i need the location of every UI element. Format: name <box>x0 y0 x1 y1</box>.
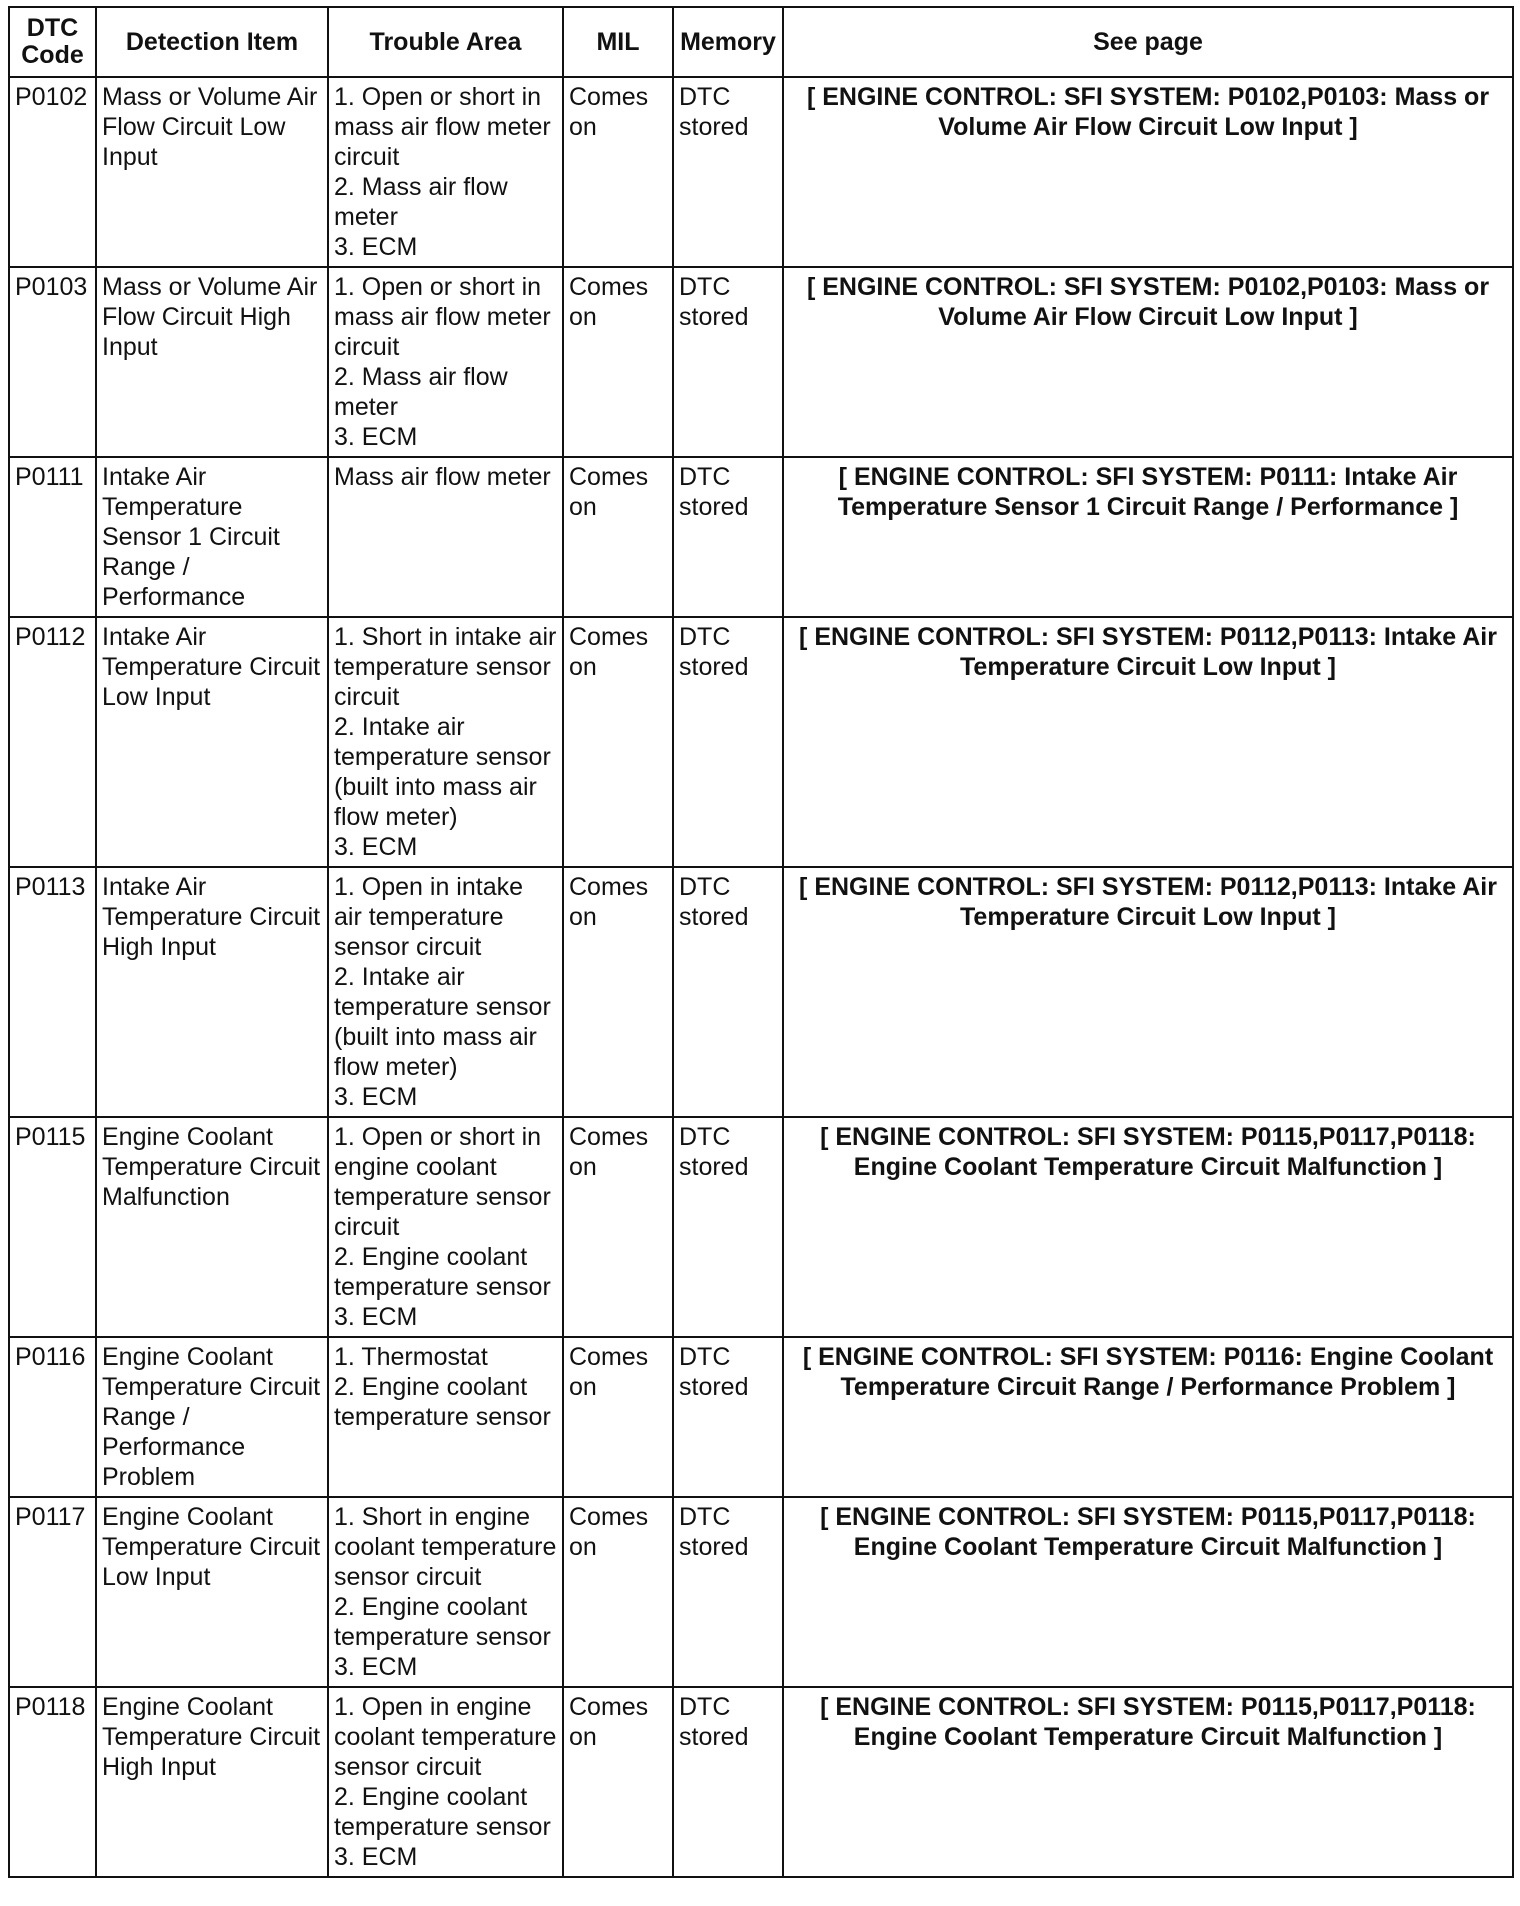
see-page-link[interactable]: [ ENGINE CONTROL: SFI SYSTEM: P0102,P0103: Mass or Volume Air Flow Circuit Low Input ] <box>806 273 1490 331</box>
header-memory: Memory <box>673 7 783 77</box>
table-row <box>9 1117 1513 1337</box>
table-row <box>9 1337 1513 1497</box>
cell-dtc-code: P0113 <box>9 867 96 1117</box>
cell-trouble-area <box>328 1117 563 1337</box>
cell-trouble-area <box>328 867 563 1117</box>
trouble-area-line: 1. Short in engine coolant temperature sensor circuit <box>334 1503 557 1591</box>
cell-mil: Comes on <box>563 457 673 617</box>
trouble-area-line: Mass air flow meter <box>334 463 551 491</box>
cell-see-page <box>783 77 1513 267</box>
cell-memory: DTC stored <box>673 1497 783 1687</box>
trouble-area-line: 2. Mass air flow meter <box>334 363 508 421</box>
trouble-area-line: 2. Engine coolant temperature sensor <box>334 1783 551 1841</box>
dtc-table-container <box>8 6 1512 1878</box>
trouble-area-line: 1. Open or short in engine coolant temperature sensor circuit <box>334 1123 551 1241</box>
cell-dtc-code: P0112 <box>9 617 96 867</box>
cell-dtc-code: P0102 <box>9 77 96 267</box>
cell-memory: DTC stored <box>673 867 783 1117</box>
table-row <box>9 457 1513 617</box>
cell-dtc-code: P0118 <box>9 1687 96 1877</box>
cell-mil: Comes on <box>563 267 673 457</box>
table-row <box>9 1687 1513 1877</box>
see-page-link[interactable]: [ ENGINE CONTROL: SFI SYSTEM: P0115,P0117,P0118: Engine Coolant Temperature Circuit Malfunction ] <box>820 1503 1476 1561</box>
table-header-row <box>9 7 1513 77</box>
cell-trouble-area <box>328 1497 563 1687</box>
trouble-area-line: 2. Intake air temperature sensor (built into mass air flow meter) <box>334 713 551 831</box>
cell-see-page <box>783 267 1513 457</box>
cell-mil: Comes on <box>563 617 673 867</box>
cell-detection-item: Intake Air Temperature Sensor 1 Circuit Range / Performance <box>96 457 328 617</box>
dtc-table <box>8 6 1514 1878</box>
cell-detection-item: Engine Coolant Temperature Circuit Low Input <box>96 1497 328 1687</box>
see-page-link[interactable]: [ ENGINE CONTROL: SFI SYSTEM: P0115,P0117,P0118: Engine Coolant Temperature Circuit Malfunction ] <box>820 1693 1476 1751</box>
cell-trouble-area <box>328 457 563 617</box>
see-page-link[interactable]: [ ENGINE CONTROL: SFI SYSTEM: P0102,P0103: Mass or Volume Air Flow Circuit Low Input ] <box>806 83 1490 141</box>
cell-memory: DTC stored <box>673 1117 783 1337</box>
cell-trouble-area <box>328 1337 563 1497</box>
cell-see-page <box>783 457 1513 617</box>
cell-dtc-code: P0115 <box>9 1117 96 1337</box>
trouble-area-line: 2. Engine coolant temperature sensor <box>334 1243 551 1301</box>
cell-dtc-code: P0116 <box>9 1337 96 1497</box>
trouble-area-line: 2. Engine coolant temperature sensor <box>334 1593 551 1651</box>
cell-trouble-area <box>328 617 563 867</box>
table-body <box>9 77 1513 1877</box>
table-row <box>9 617 1513 867</box>
trouble-area-line: 3. ECM <box>334 1653 418 1681</box>
cell-see-page <box>783 617 1513 867</box>
see-page-link[interactable]: [ ENGINE CONTROL: SFI SYSTEM: P0115,P0117,P0118: Engine Coolant Temperature Circuit Malfunction ] <box>820 1123 1476 1181</box>
trouble-area-line: 1. Short in intake air temperature sensor circuit <box>334 623 557 711</box>
cell-mil: Comes on <box>563 1687 673 1877</box>
cell-memory: DTC stored <box>673 77 783 267</box>
header-dtc-code: DTC Code <box>9 7 96 77</box>
cell-memory: DTC stored <box>673 267 783 457</box>
cell-see-page <box>783 1117 1513 1337</box>
cell-detection-item: Mass or Volume Air Flow Circuit High Input <box>96 267 328 457</box>
see-page-link[interactable]: [ ENGINE CONTROL: SFI SYSTEM: P0116: Engine Coolant Temperature Circuit Range / Performance Problem ] <box>802 1343 1494 1401</box>
cell-see-page <box>783 867 1513 1117</box>
trouble-area-line: 1. Open or short in mass air flow meter circuit <box>334 83 551 171</box>
cell-dtc-code: P0117 <box>9 1497 96 1687</box>
cell-trouble-area <box>328 77 563 267</box>
cell-see-page <box>783 1497 1513 1687</box>
see-page-link[interactable]: [ ENGINE CONTROL: SFI SYSTEM: P0112,P0113: Intake Air Temperature Circuit Low Input ] <box>799 873 1497 931</box>
cell-detection-item: Intake Air Temperature Circuit High Input <box>96 867 328 1117</box>
cell-memory: DTC stored <box>673 1337 783 1497</box>
cell-see-page <box>783 1687 1513 1877</box>
trouble-area-line: 3. ECM <box>334 423 418 451</box>
cell-mil: Comes on <box>563 867 673 1117</box>
trouble-area-line: 1. Open in engine coolant temperature sensor circuit <box>334 1693 557 1781</box>
trouble-area-line: 3. ECM <box>334 1083 418 1111</box>
cell-detection-item: Mass or Volume Air Flow Circuit Low Input <box>96 77 328 267</box>
cell-memory: DTC stored <box>673 617 783 867</box>
cell-memory: DTC stored <box>673 457 783 617</box>
trouble-area-line: 2. Intake air temperature sensor (built into mass air flow meter) <box>334 963 551 1081</box>
table-row <box>9 1497 1513 1687</box>
see-page-link[interactable]: [ ENGINE CONTROL: SFI SYSTEM: P0112,P0113: Intake Air Temperature Circuit Low Input ] <box>799 623 1497 681</box>
header-mil: MIL <box>563 7 673 77</box>
trouble-area-line: 1. Open in intake air temperature sensor circuit <box>334 873 524 961</box>
trouble-area-line: 2. Mass air flow meter <box>334 173 508 231</box>
trouble-area-line: 1. Thermostat <box>334 1343 488 1371</box>
cell-detection-item: Engine Coolant Temperature Circuit Range / Performance Problem <box>96 1337 328 1497</box>
cell-detection-item: Engine Coolant Temperature Circuit Malfunction <box>96 1117 328 1337</box>
table-row <box>9 267 1513 457</box>
trouble-area-line: 3. ECM <box>334 233 418 261</box>
trouble-area-line: 2. Engine coolant temperature sensor <box>334 1373 551 1431</box>
cell-mil: Comes on <box>563 1117 673 1337</box>
cell-mil: Comes on <box>563 1497 673 1687</box>
cell-detection-item: Intake Air Temperature Circuit Low Input <box>96 617 328 867</box>
cell-dtc-code: P0111 <box>9 457 96 617</box>
table-row <box>9 77 1513 267</box>
trouble-area-line: 3. ECM <box>334 1843 418 1871</box>
header-trouble-area: Trouble Area <box>328 7 563 77</box>
cell-mil: Comes on <box>563 1337 673 1497</box>
trouble-area-line: 3. ECM <box>334 833 418 861</box>
cell-detection-item: Engine Coolant Temperature Circuit High Input <box>96 1687 328 1877</box>
cell-mil: Comes on <box>563 77 673 267</box>
see-page-link[interactable]: [ ENGINE CONTROL: SFI SYSTEM: P0111: Intake Air Temperature Sensor 1 Circuit Range / Performance ] <box>837 463 1459 521</box>
trouble-area-line: 3. ECM <box>334 1303 418 1331</box>
header-detection-item: Detection Item <box>96 7 328 77</box>
cell-see-page <box>783 1337 1513 1497</box>
cell-dtc-code: P0103 <box>9 267 96 457</box>
cell-memory: DTC stored <box>673 1687 783 1877</box>
header-see-page: See page <box>783 7 1513 77</box>
cell-trouble-area <box>328 267 563 457</box>
table-row <box>9 867 1513 1117</box>
trouble-area-line: 1. Open or short in mass air flow meter circuit <box>334 273 551 361</box>
cell-trouble-area <box>328 1687 563 1877</box>
